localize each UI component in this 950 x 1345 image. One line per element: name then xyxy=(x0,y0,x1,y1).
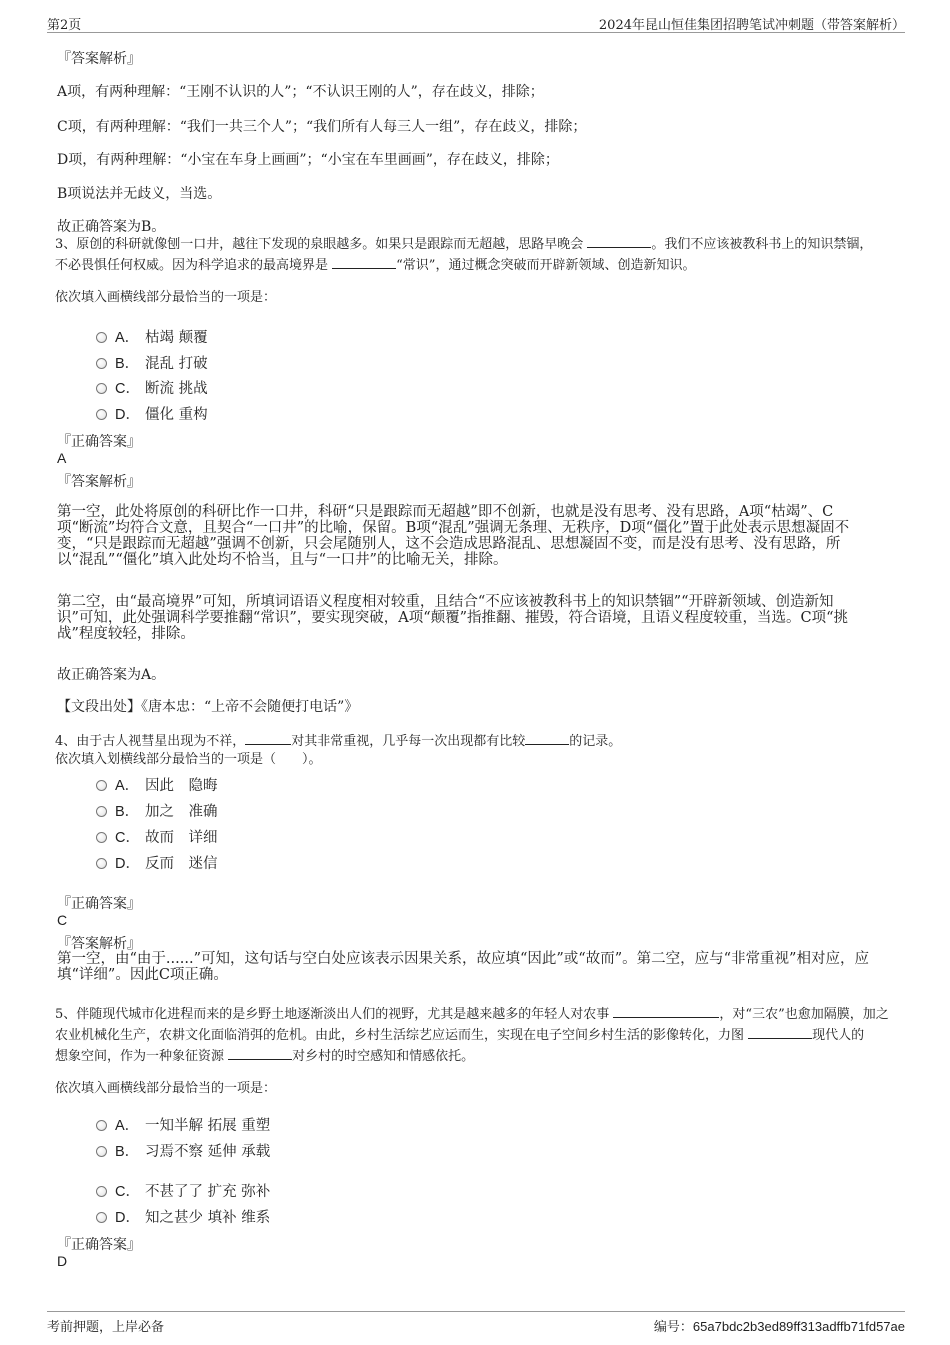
q3-answer: A xyxy=(57,450,67,466)
document-title: 2024年昆山恒佳集团招聘笔试冲刺题（带答案解析） xyxy=(598,18,905,33)
page-header xyxy=(47,12,905,33)
q4-option-a[interactable]: A． 因此 隐晦 xyxy=(96,774,218,795)
radio-icon[interactable] xyxy=(96,1186,107,1197)
q4-stem: 4、由于古人视彗星出现为不祥， 对其非常重视，几乎每一次出现都有比较 的记录。 xyxy=(55,734,622,749)
q3-analysis-paragraph-1: 第一空，此处将原创的科研比作一口井，科研“只是跟踪而无超越”即不创新，也就是没有思考、没有思路，A项“枯竭”、C 项“断流”均符合文意，且契合“一口井”的比喻，保留。B项“混乱”强调无条理、无秩序，D项“僵化”置于此处表示思想凝固不 变，“只是跟踪而无超越”强调不创新，只会尾随别人，这不会造成思路混乱、思想凝固不变，而是没有思考、没有思路，所 以“混乱”“僵化”填入此处均不恰当，且与“一口井”的比喻无关，排除。 xyxy=(57,504,850,568)
radio-icon[interactable] xyxy=(96,1212,107,1223)
radio-icon[interactable] xyxy=(96,780,107,791)
q3-blank-1 xyxy=(587,235,651,248)
q5-prompt: 依次填入画横线部分最恰当的一项是： xyxy=(55,1081,277,1096)
q4-prompt: 依次填入划横线部分最恰当的一项是（ ）。 xyxy=(55,752,322,767)
q4-answer: C xyxy=(57,912,68,928)
q3-analysis-paragraph-2: 第二空，由“最高境界”可知，所填词语语义程度相对较重，且结合“不应该被教科书上的知识禁锢”“开辟新领域、创造新知 识”可知，此处强调科学要推翻“常识”，要实现突破，A项“颠覆”指推翻、摧毁，符合语境，且语义程度较重，当选。C项“挑 战”程度较轻，排除。 xyxy=(57,594,849,642)
q5-option-b[interactable]: B． 习焉不察 延伸 承载 xyxy=(96,1140,270,1161)
q5-blank-3 xyxy=(228,1047,292,1060)
radio-icon[interactable] xyxy=(96,1120,107,1131)
q2-analysis-label: 『答案解析』 xyxy=(57,51,141,67)
q3-source: 【文段出处】《唐本忠：“上帝不会随便打电话”》 xyxy=(57,699,359,715)
q4-analysis-label: 『答案解析』 xyxy=(57,936,141,952)
document-id: 编号：65a7bdc2b3ed89ff313adffb71fd57ae xyxy=(653,1319,905,1334)
page-number: 第2页 xyxy=(47,18,82,33)
q4-option-b[interactable]: B． 加之 准确 xyxy=(96,800,218,821)
q5-answer: D xyxy=(57,1253,68,1269)
radio-icon[interactable] xyxy=(96,383,107,394)
q2-analysis-b: B项说法并无歧义，当选。 xyxy=(57,186,222,202)
q5-blank-1 xyxy=(613,1005,719,1018)
q2-conclusion: 故正确答案为B。 xyxy=(57,219,166,235)
q3-analysis-label: 『答案解析』 xyxy=(57,474,141,490)
q5-option-d[interactable]: D． 知之甚少 填补 维系 xyxy=(96,1206,270,1227)
footer-slogan: 考前押题，上岸必备 xyxy=(47,1320,165,1335)
q5-answer-label: 『正确答案』 xyxy=(57,1237,141,1253)
q5-stem: 5、伴随现代城市化进程而来的是乡野土地逐渐淡出人们的视野，尤其是越来越多的年轻人对农事 ，对“三农”也愈加隔膜，加之 农业机械化生产，农耕文化面临消弭的危机。由此，乡村生活综艺应运而生，实现在电子空间乡村生活的影像转化，力图 现代人的 想象空间，作为一种象征资源 对乡村的时空感知和情感依托。 xyxy=(55,1007,889,1064)
q4-answer-label: 『正确答案』 xyxy=(57,896,141,912)
q5-option-c[interactable]: C． 不甚了了 扩充 弥补 xyxy=(96,1180,270,1201)
q5-blank-2 xyxy=(748,1026,812,1039)
q3-blank-2 xyxy=(332,256,396,269)
radio-icon[interactable] xyxy=(96,832,107,843)
q2-analysis-d: D项，有两种理解：“小宝在车身上画画”；“小宝在车里画画”，存在歧义，排除； xyxy=(57,152,559,168)
q3-option-a[interactable]: A． 枯竭 颠覆 xyxy=(96,326,208,347)
radio-icon[interactable] xyxy=(96,1146,107,1157)
q3-stem: 3、原创的科研就像刨一口井，越往下发现的泉眼越多。如果只是跟踪而无超越，思路早晚会 。我们不应该被教科书上的知识禁锢， 不必畏惧任何权威。因为科学追求的最高境界是 “常识”，通过概念突破而开辟新领域、创造新知识。 xyxy=(55,237,873,273)
q3-option-d[interactable]: D． 僵化 重构 xyxy=(96,403,208,424)
q4-option-c[interactable]: C． 故而 详细 xyxy=(96,826,218,847)
q4-analysis: 第一空，由“由于......”可知，这句话与空白处应该表示因果关系，故应填“因此”或“故而”。第二空，应与“非常重视”相对应，应 填“详细”。因此C项正确。 xyxy=(57,951,869,983)
q4-blank-2 xyxy=(525,732,569,745)
q3-conclusion: 故正确答案为A。 xyxy=(57,667,166,683)
q3-option-b[interactable]: B． 混乱 打破 xyxy=(96,352,208,373)
q4-option-d[interactable]: D． 反而 迷信 xyxy=(96,852,218,873)
q5-option-a[interactable]: A． 一知半解 拓展 重塑 xyxy=(96,1114,270,1135)
page-footer xyxy=(47,1311,905,1334)
q4-blank-1 xyxy=(245,732,291,745)
q3-prompt: 依次填入画横线部分最恰当的一项是： xyxy=(55,290,277,305)
q3-answer-label: 『正确答案』 xyxy=(57,434,141,450)
q2-analysis-c: C项，有两种理解：“我们一共三个人”；“我们所有人每三人一组”，存在歧义，排除； xyxy=(57,119,587,135)
radio-icon[interactable] xyxy=(96,332,107,343)
q2-analysis-a: A项，有两种理解：“王刚不认识的人”；“不认识王刚的人”，存在歧义，排除； xyxy=(57,84,544,100)
q3-option-c[interactable]: C． 断流 挑战 xyxy=(96,377,208,398)
radio-icon[interactable] xyxy=(96,806,107,817)
radio-icon[interactable] xyxy=(96,409,107,420)
radio-icon[interactable] xyxy=(96,858,107,869)
radio-icon[interactable] xyxy=(96,358,107,369)
